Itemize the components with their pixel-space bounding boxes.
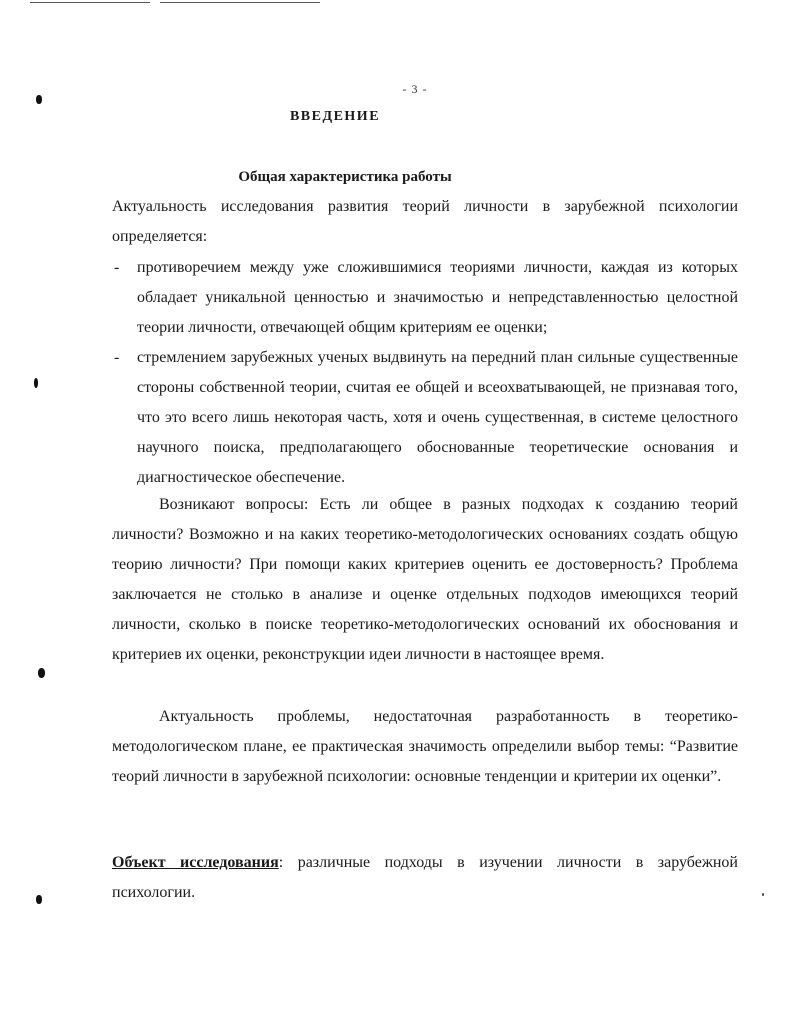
list-item [112,253,738,343]
questions-paragraph: Возникают вопросы: Есть ли общее в разных подходах к созданию теорий личности? Возможно и на каких теоретико-методологических основаниях создать общую теорию личности? При помощи каких критериев оценить ее достоверность? Проблема заключается не столько в анализе и оценке отдельных подходов имеющихся теорий личности, сколько в поиске теоретико-методологических оснований их обоснования и критериев их оценки, реконструкции идеи личности в настоящее время. [112,496,738,663]
topic-paragraph: Актуальность проблемы, недостаточная разработанность в теоретико-методологическом плане, ее практическая значимость определили выбор темы: “Развитие теорий личности в зарубежной психологии: основные тенденции и критерии их оценки”. [112,708,738,785]
reasons-list [112,253,738,493]
list-bullet: - [114,349,120,366]
research-object-label: Объект исследования [112,854,279,871]
list-item-text: стремлением зарубежных ученых выдвинуть на передний план сильные существенные стороны собственной теории, считая ее общей и всеохватывающей, не признавая того, что это всего лишь некоторая часть, хотя и очень существенная, в системе целостного научного поиска, предполагающего обоснованные теоретические основания и диагностическое обеспечение. [137,349,738,486]
section-heading: ВВЕДЕНИЕ [289,109,381,124]
list-bullet: - [114,259,120,276]
subsection-heading: Общая характеристика работы [238,169,452,185]
research-object-paragraph [112,848,738,908]
scan-speck [762,893,764,896]
page-number: - 3 - [402,82,428,96]
research-object-text: : различные подходы в изучении личности в зарубежной психологии. [112,854,738,901]
binding-hole-mark [34,378,38,388]
binding-hole-mark [38,668,45,678]
intro-paragraph: Актуальность исследования развития теорий личности в зарубежной психологии определяется: [112,198,738,245]
scan-edge-line [30,2,150,3]
binding-hole-mark [36,895,42,904]
scan-edge-line [160,2,320,3]
list-item-text: противоречием между уже сложившимися теориями личности, каждая из которых обладает уникальной ценностью и значимостью и непредставленностью целостной теории личности, отвечающей общим критериям ее оценки; [137,259,738,336]
list-item [112,343,738,493]
